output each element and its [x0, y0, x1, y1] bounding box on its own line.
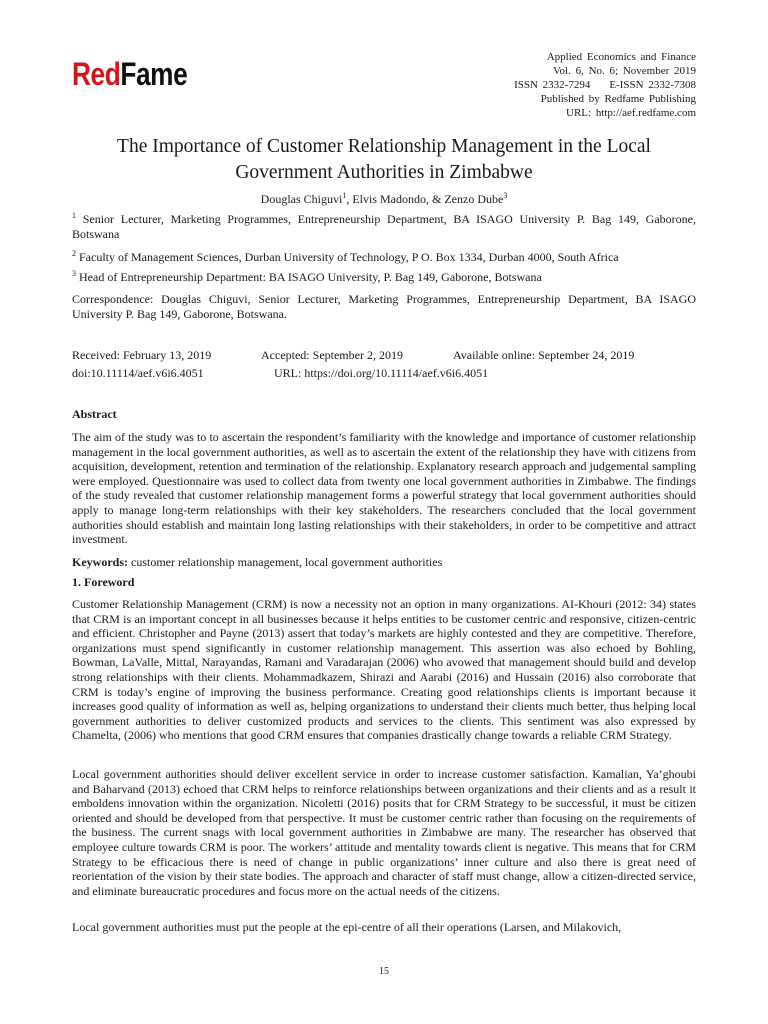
journal-url: URL: http://aef.redfame.com	[566, 107, 696, 119]
paragraph-2: Local government authorities should deliver excellent service in order to increase customer satisfaction. Kamalian, Ya’ghoubi and Baharvand (2013) echoed that CRM helps to reinforce relationships between organizations and their clients and as a result it emboldens innovation within the organization. Nicoletti (2016) posits that for CRM Strategy to be successful, it must be citizen oriented and should be developed from that perspective. It must be customer centric rather than focusing on the requirements of the business. The current snags with local government authorities in Zimbabwe are many. The researcher has observed that employee culture towards CRM is poor. The workers’ attitude and mentality towards client is negative. This means that for CRM Strategy to be efficacious there is need of change in public organizations’ inner culture and also there is great need of reorientation of the vision by their state bodies. The approach and character of staff must change, allow a citizen-directed service, and eliminate bureaucratic procedures and focus more on the actual needs of the citizens.	[72, 767, 696, 898]
abstract-heading: Abstract	[72, 407, 117, 421]
affiliation-3	[72, 270, 696, 285]
affiliation-3-text: Head of Entrepreneurship Department: BA ISAGO University, P. Bag 149, Gaborone, Botswana	[76, 270, 542, 284]
doi-url: URL: https://doi.org/10.11114/aef.v6i6.4051	[274, 366, 489, 380]
paper-title: The Importance of Customer Relationship Management in the Local Government Authorities in Zimbabwe	[117, 136, 651, 183]
keywords	[72, 555, 442, 570]
affiliation-2	[72, 250, 696, 265]
doi: doi:10.11114/aef.v6i6.4051	[72, 366, 204, 380]
publisher-logo	[72, 56, 187, 93]
affiliation-3-sup: 3	[72, 269, 76, 278]
keywords-label: Keywords:	[72, 555, 128, 569]
logo-red-part: Red	[72, 56, 121, 92]
author-others: , Elvis Madondo, & Zenzo Dube	[346, 192, 504, 206]
journal-name: Applied Economics and Finance	[546, 51, 696, 63]
page-number: 15	[379, 966, 389, 977]
affiliation-1-text: Senior Lecturer, Marketing Programmes, Entrepreneurship Department, BA ISAGO University P. Bag 149, Gaborone, Botswana	[72, 212, 696, 241]
author-list	[72, 192, 696, 207]
affiliation-1-sup: 1	[72, 211, 76, 220]
affiliation-1	[72, 212, 696, 242]
affiliation-2-text: Faculty of Management Sciences, Durban University of Technology, P O. Box 1334, Durban 4000, South Africa	[76, 250, 619, 264]
author-1: Douglas Chiguvi	[260, 192, 343, 206]
journal-info	[514, 50, 696, 120]
journal-issn: ISSN 2332-7294 E-ISSN 2332-7308	[514, 79, 696, 91]
online-date: Available online: September 24, 2019	[453, 348, 635, 362]
received-date: Received: February 13, 2019	[72, 348, 212, 362]
affiliation-2-sup: 2	[72, 249, 76, 258]
journal-issue: Vol. 6, No. 6; November 2019	[552, 65, 696, 77]
author-3-sup: 3	[503, 191, 508, 200]
keywords-text: customer relationship management, local government authorities	[128, 555, 443, 569]
logo-black-part: Fame	[120, 56, 188, 92]
abstract-text: The aim of the study was to to ascertain the respondent’s familiarity with the knowledge and importance of customer relationship management in the local government authorities, as well as to ascertain the extent of the relationship they have with citizens from acquisition, development, retention and termination of the relationship. Explanatory research approach and judgemental sampling were employed. Questionnaire was used to collect data from twenty one local government authorities in Zimbabwe. The findings of the study revealed that customer relationship management forms a powerful strategy that local government authorities should apply to manage long-term relationships with their key stakeholders. The researchers concluded that the local government authorities should establish and maintain long lasting relationships with their stakeholders, in order to be competitive and attract investment.	[72, 430, 696, 547]
author-1-sup: 1	[342, 191, 347, 200]
accepted-date: Accepted: September 2, 2019	[261, 348, 403, 362]
paragraph-1: Customer Relationship Management (CRM) is now a necessity not an option in many organizations. AI-Khouri (2012: 34) states that CRM is an important concept in all businesses because it helps entities to be customer centric and responsive, citizen-centric and efficient. Christopher and Payne (2013) assert that today’s markets are highly contested and they are competitive. Therefore, organizations must spend significantly in customer relationship management. This assertion was also echoed by Bohling, Bowman, LaValle, Mittal, Narayandas, Ramani and Varadarajan (2006) who avowed that management should build and develop strong relationships with their clients. Mohammadkazem, Shirazi and Aarabi (2016) and Hussain (2016) also corroborate that CRM is today’s engine of improving the business performance. Creating good relationships clients is important because it increases good quality of information as well as, helping organizations to understand their clients much better, thus helping local government authorities to deliver customized products and services to the clients. This sentiment was also expressed by Chamelta, (2006) who mentions that good CRM ensures that companies drastically change towards a reliable CRM Strategy.	[72, 597, 696, 743]
journal-publisher: Published by Redfame Publishing	[540, 93, 696, 105]
section-1-heading: 1. Foreword	[72, 575, 135, 589]
paragraph-3: Local government authorities must put the people at the epi-centre of all their operations (Larsen, and Milakovich,	[72, 920, 622, 934]
correspondence: Correspondence: Douglas Chiguvi, Senior Lecturer, Marketing Programmes, Entrepreneurship Department, BA ISAGO University P. Bag 149, Gaborone, Botswana.	[72, 292, 696, 321]
